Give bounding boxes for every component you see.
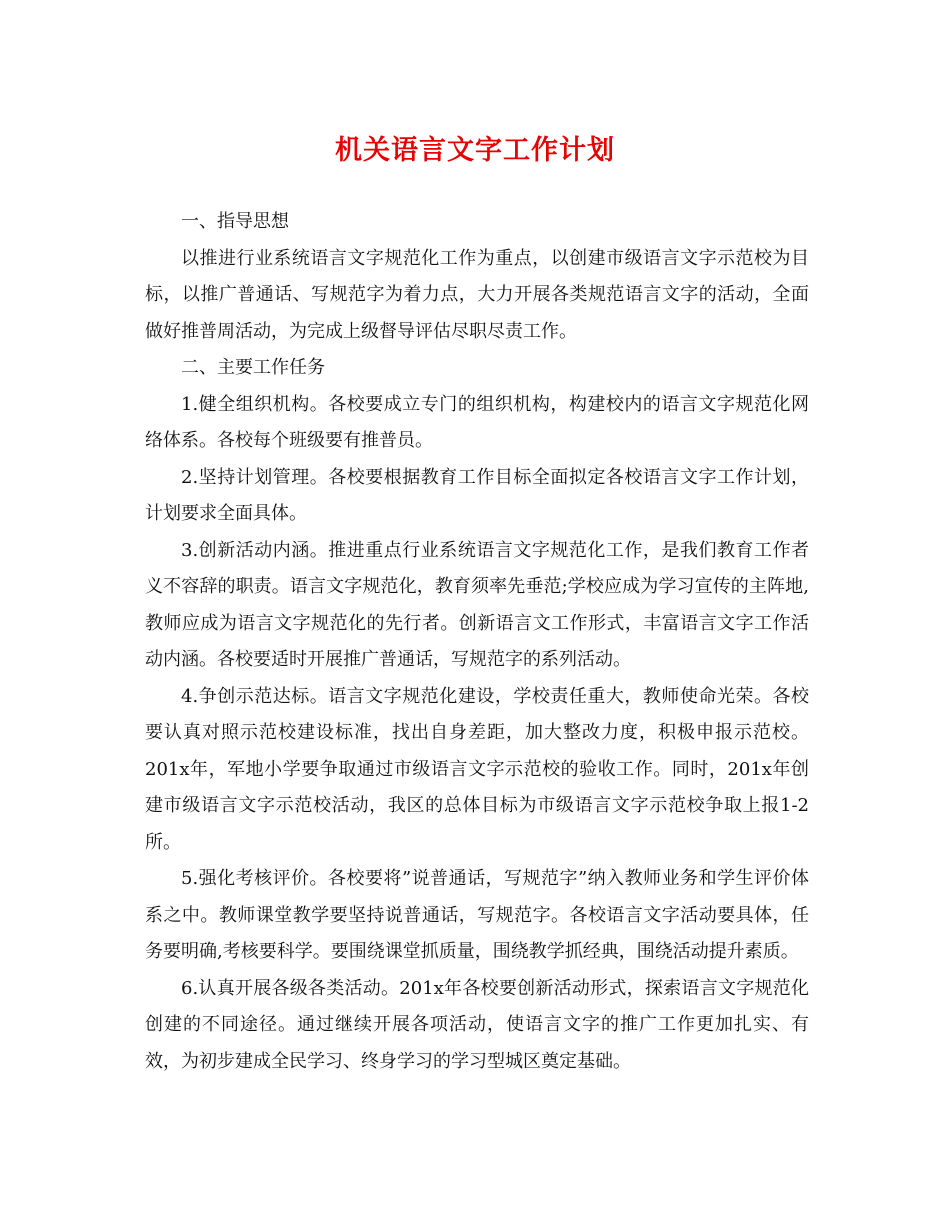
paragraph-task-5: 5.强化考核评价。各校要将”说普通话，写规范字”纳入教师业务和学生评价体系之中。教师课堂教学要坚持说普通话，写规范字。各校语言文字活动要具体，任务要明确,考核要科学。要围绕课堂抓质量，围绕教学抓经典，围绕活动提升素质。 bbox=[145, 868, 809, 962]
paragraph-task-2: 2.坚持计划管理。各校要根据教育工作目标全面拟定各校语言文字工作计划，计划要求全面具体。 bbox=[145, 466, 809, 524]
section-heading-main-tasks: 二、主要工作任务 bbox=[181, 357, 325, 378]
paragraph-task-4: 4.争创示范达标。语言文字规范化建设，学校责任重大，教师使命光荣。各校要认真对照示范校建设标准，找出自身差距，加大整改力度，积极申报示范校。201x年，军地小学要争取通过市级语言文字示范校的验收工作。同时，201x年创建市级语言文字示范校活动，我区的总体目标为市级语言文字示范校争取上报1-2所。 bbox=[145, 685, 809, 853]
section-heading-guiding-ideology: 一、指导思想 bbox=[181, 211, 289, 232]
document-body bbox=[145, 204, 809, 1080]
document-title: 机关语言文字工作计划 bbox=[335, 135, 615, 166]
paragraph-task-6: 6.认真开展各级各类活动。201x年各校要创新活动形式，探索语言文字规范化创建的不同途径。通过继续开展各项活动，使语言文字的推广工作更加扎实、有效，为初步建成全民学习、终身学习的学习型城区奠定基础。 bbox=[145, 977, 809, 1072]
paragraph-guiding-ideology: 以推进行业系统语言文字规范化工作为重点，以创建市级语言文字示范校为目标，以推广普通话、写规范字为着力点，大力开展各类规范语言文字的活动，全面做好推普周活动，为完成上级督导评估尽职尽责工作。 bbox=[145, 247, 809, 342]
paragraph-task-3: 3.创新活动内涵。推进重点行业系统语言文字规范化工作，是我们教育工作者义不容辞的职责。语言文字规范化，教育须率先垂范;学校应成为学习宣传的主阵地,教师应成为语言文字规范化的先行者。创新语言文工作形式，丰富语言文字工作活动内涵。各校要适时开展推广普通话，写规范字的系列活动。 bbox=[145, 539, 809, 670]
paragraph-task-1: 1.健全组织机构。各校要成立专门的组织机构，构建校内的语言文字规范化网络体系。各校每个班级要有推普员。 bbox=[145, 393, 809, 451]
